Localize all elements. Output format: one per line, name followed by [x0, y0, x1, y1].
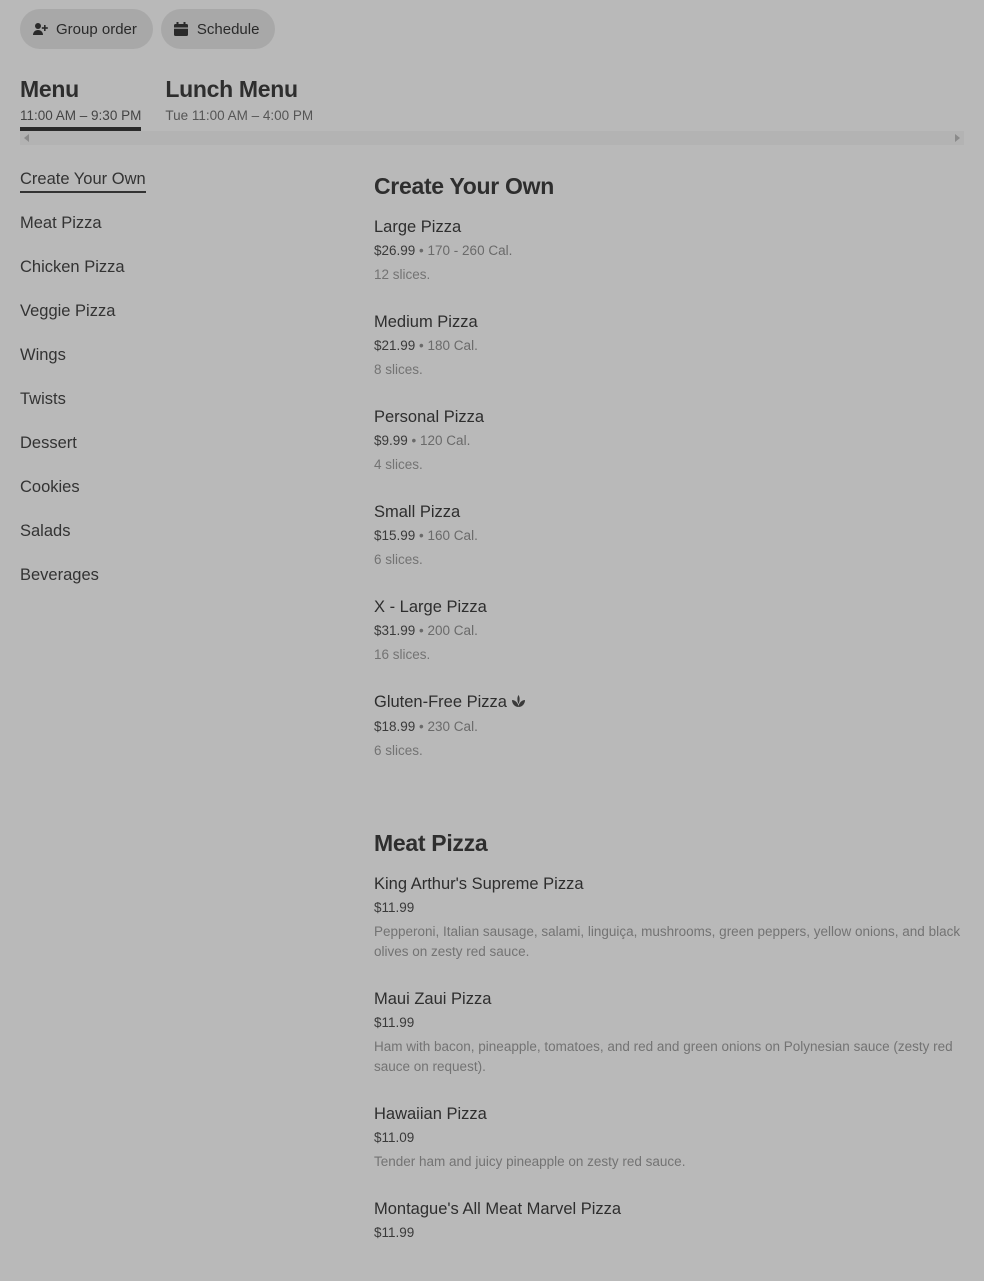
menu-tab-hours: 11:00 AM – 9:30 PM — [20, 108, 142, 123]
section-gap — [374, 787, 964, 825]
item-meta — [374, 717, 964, 737]
sidebar-item-label: Dessert — [20, 434, 77, 452]
top-actions — [20, 9, 275, 49]
section-title: Create Your Own — [374, 173, 554, 199]
menu-item[interactable] — [374, 1198, 964, 1243]
item-name: Montague's All Meat Marvel Pizza — [374, 1200, 622, 1218]
menu-tab-title: Lunch Menu — [165, 76, 298, 102]
item-description: Ham with bacon, pineapple, tomatoes, and red and green onions on Polynesian sauce (zesty red sauce on request). — [374, 1039, 953, 1074]
item-name: X - Large Pizza — [374, 598, 487, 616]
item-calories: 120 Cal. — [420, 433, 471, 448]
sidebar-item-label: Create Your Own — [20, 168, 146, 193]
sidebar-item-label: Twists — [20, 390, 66, 408]
item-name-row — [374, 691, 964, 714]
item-name: Large Pizza — [374, 218, 462, 236]
menu-content — [374, 168, 964, 1269]
item-calories: 230 Cal. — [427, 719, 478, 734]
leaf-icon — [511, 692, 526, 714]
item-price: $26.99 — [374, 243, 416, 258]
item-meta — [374, 336, 964, 356]
item-name: King Arthur's Supreme Pizza — [374, 875, 584, 893]
sidebar-item-cookies[interactable] — [20, 476, 320, 520]
sidebar-item-chicken-pizza[interactable] — [20, 256, 320, 300]
item-price: $11.99 — [374, 900, 415, 915]
menu-tab-title: Menu — [20, 76, 79, 102]
section-create-your-own — [374, 168, 964, 761]
menu-item[interactable] — [374, 501, 964, 570]
item-description: 16 slices. — [374, 647, 431, 662]
item-calories: 180 Cal. — [427, 338, 478, 353]
group-order-button[interactable] — [20, 9, 153, 49]
item-name: Small Pizza — [374, 503, 461, 521]
item-price: $21.99 — [374, 338, 416, 353]
sidebar-item-label: Salads — [20, 522, 71, 540]
item-name: Gluten-Free Pizza — [374, 693, 507, 711]
item-name: Personal Pizza — [374, 408, 485, 426]
schedule-button[interactable] — [161, 9, 276, 49]
sidebar-item-label: Beverages — [20, 566, 99, 584]
menu-item[interactable] — [374, 988, 964, 1077]
item-name: Medium Pizza — [374, 313, 478, 331]
item-price: $11.99 — [374, 1015, 415, 1030]
item-meta — [374, 431, 964, 451]
item-price: $11.99 — [374, 1225, 415, 1240]
item-name: Hawaiian Pizza — [374, 1105, 487, 1123]
item-calories: 200 Cal. — [427, 623, 478, 638]
menu-tab-menu[interactable] — [20, 74, 141, 131]
item-calories: 170 - 260 Cal. — [427, 243, 513, 258]
item-description: 8 slices. — [374, 362, 423, 377]
sidebar-item-wings[interactable] — [20, 344, 320, 388]
add-person-icon — [32, 21, 48, 37]
scroll-left-arrow-icon[interactable] — [24, 134, 29, 142]
item-meta — [374, 621, 964, 641]
menu-item[interactable] — [374, 406, 964, 475]
item-separator: • — [415, 243, 428, 258]
item-price: $9.99 — [374, 433, 408, 448]
sidebar-item-label: Cookies — [20, 478, 80, 496]
menu-item[interactable] — [374, 216, 964, 285]
sidebar-item-create-your-own[interactable] — [20, 168, 320, 212]
sidebar-item-label: Veggie Pizza — [20, 302, 116, 320]
item-description: 12 slices. — [374, 267, 431, 282]
sidebar-item-label: Meat Pizza — [20, 214, 102, 232]
item-separator: • — [415, 719, 428, 734]
menu-tab-hours: Tue 11:00 AM – 4:00 PM — [165, 108, 314, 123]
item-description: 6 slices. — [374, 552, 423, 567]
menu-tab-lunch[interactable] — [165, 74, 313, 131]
item-description: 4 slices. — [374, 457, 423, 472]
sidebar-item-meat-pizza[interactable] — [20, 212, 320, 256]
item-description: 6 slices. — [374, 743, 423, 758]
sidebar-item-dessert[interactable] — [20, 432, 320, 476]
item-separator: • — [415, 338, 428, 353]
scroll-right-arrow-icon[interactable] — [955, 134, 960, 142]
section-meat-pizza — [374, 825, 964, 1243]
schedule-label: Schedule — [196, 20, 260, 38]
item-name: Maui Zaui Pizza — [374, 990, 492, 1008]
calendar-icon — [173, 21, 189, 37]
menu-item[interactable] — [374, 691, 964, 761]
item-meta — [374, 241, 964, 261]
sidebar-item-twists[interactable] — [20, 388, 320, 432]
item-meta — [374, 526, 964, 546]
sidebar-item-label: Chicken Pizza — [20, 258, 125, 276]
menu-item[interactable] — [374, 873, 964, 962]
horizontal-scrollbar[interactable] — [20, 131, 964, 145]
category-sidebar — [20, 168, 320, 608]
item-price: $18.99 — [374, 719, 416, 734]
sidebar-item-label: Wings — [20, 346, 66, 364]
item-separator: • — [407, 433, 421, 448]
sidebar-item-beverages[interactable] — [20, 564, 320, 608]
menu-item[interactable] — [374, 596, 964, 665]
item-price: $15.99 — [374, 528, 416, 543]
item-description: Pepperoni, Italian sausage, salami, linguiça, mushrooms, green peppers, yellow onions, and black olives on zesty red sauce. — [374, 924, 961, 959]
menu-item[interactable] — [374, 311, 964, 380]
item-description: Tender ham and juicy pineapple on zesty red sauce. — [374, 1154, 686, 1169]
item-separator: • — [415, 528, 428, 543]
item-price: $31.99 — [374, 623, 416, 638]
menu-tabs — [20, 74, 313, 131]
item-calories: 160 Cal. — [427, 528, 478, 543]
menu-item[interactable] — [374, 1103, 964, 1172]
item-separator: • — [415, 623, 428, 638]
group-order-label: Group order — [56, 20, 137, 38]
item-price: $11.09 — [374, 1130, 415, 1145]
section-title: Meat Pizza — [374, 830, 488, 856]
sidebar-item-salads[interactable] — [20, 520, 320, 564]
sidebar-item-veggie-pizza[interactable] — [20, 300, 320, 344]
